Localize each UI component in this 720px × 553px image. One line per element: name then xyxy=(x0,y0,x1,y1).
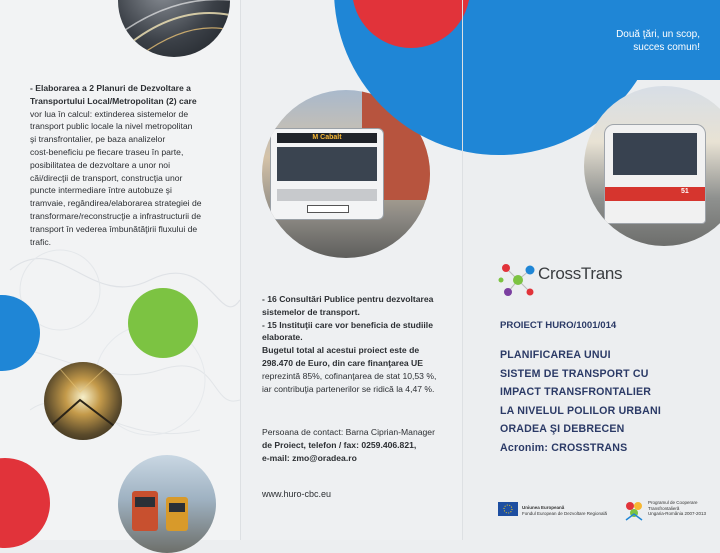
bus-plate xyxy=(307,205,349,213)
title-line: IMPACT TRANSFRONTALIER xyxy=(500,386,652,398)
tram-windshield xyxy=(613,133,697,175)
title-line: SISTEM DE TRANSPORT CU xyxy=(500,367,649,380)
paragraph-line: cost-beneficiu pe fiecare traseu în parte, xyxy=(30,146,184,157)
program-logo-line: Programul de Cooperare xyxy=(648,500,698,505)
development-plans-paragraph xyxy=(30,82,206,248)
program-logo-icon xyxy=(622,498,646,522)
crosstrans-logo-icon xyxy=(496,258,540,302)
highway-lights xyxy=(118,0,230,57)
eu-stars-icon xyxy=(498,502,518,516)
title-line: PLANIFICAREA UNUI xyxy=(500,349,611,361)
budget-line: iar contribuţia partenerilor se ridică la 4,47 %. xyxy=(262,383,435,394)
contact-line: Persoana de contact: Barna Ciprian-Manager xyxy=(262,427,435,437)
tram-window xyxy=(169,503,185,512)
trams-photo-circle xyxy=(118,455,216,553)
eu-logo-text xyxy=(522,505,612,516)
slogan-line: Două ţări, un scop, xyxy=(616,29,700,40)
title-line: LA NIVELUL POLILOR URBANI xyxy=(500,404,661,417)
paragraph-line: transformare/reconstrucţie a infrastructurii de xyxy=(30,210,201,221)
contact-line: e-mail: zmo@oradea.ro xyxy=(262,452,357,463)
left-panel xyxy=(0,0,240,540)
paragraph-line: posibilitatea de dezvoltare a unor noi xyxy=(30,159,170,170)
project-title xyxy=(500,346,716,457)
tram-red-stripe xyxy=(605,187,705,201)
slogan xyxy=(616,28,700,54)
title-line: ORADEA ŞI DEBRECEN xyxy=(500,423,625,435)
budget-line: 298.470 de Euro, din care finanţarea UE xyxy=(262,357,423,368)
program-logo-line: Transfrontalieră xyxy=(648,505,680,511)
bullet-line: - 15 Instituţii care vor beneficia de studiile xyxy=(262,319,433,330)
bullet-line: - 16 Consultări Publice pentru dezvoltarea xyxy=(262,294,434,304)
green-decor-circle xyxy=(128,288,198,358)
bus-body xyxy=(270,128,384,220)
highway-photo-circle xyxy=(118,0,230,57)
website-link[interactable]: www.huro-cbc.eu xyxy=(262,489,332,499)
paragraph-line: transport public locale la nivel metropolitan xyxy=(30,121,193,132)
contact-line: de Proiect, telefon / fax: 0259.406.821, xyxy=(262,439,417,450)
paragraph-line: Transportului Local/Metropolitan (2) care xyxy=(30,95,197,106)
eu-flag-icon xyxy=(498,502,518,516)
paragraph-line: - Elaborarea a 2 Planuri de Dezvoltare a xyxy=(30,83,191,93)
tunnel-photo-circle xyxy=(44,362,122,440)
contact-block xyxy=(262,426,458,464)
program-logo-line: Ungaria-România 2007-2013 xyxy=(648,511,707,516)
crosstrans-logo-text: CrossTrans xyxy=(538,264,623,283)
bus-windshield xyxy=(277,147,377,181)
slogan-line: succes comun! xyxy=(633,42,700,53)
paragraph-line: puncte intermediare între autobuze şi xyxy=(30,185,172,196)
project-code: PROIECT HURO/1001/014 xyxy=(500,320,617,331)
fold-line xyxy=(240,0,241,540)
consultations-block xyxy=(262,293,458,395)
paragraph-line: transport în vederea îmbunătăţirii fluxului de xyxy=(30,223,198,234)
fold-line xyxy=(462,0,463,540)
bus-front-panel xyxy=(277,189,377,201)
program-logo-text xyxy=(648,500,718,517)
tram-body xyxy=(604,124,706,224)
bullet-line: elaborate. xyxy=(262,332,303,343)
bus-destination-sign: M Cabalt xyxy=(277,133,377,143)
paragraph-line: tramvaie, regândirea/elaborarea strategiei de xyxy=(30,198,202,209)
tunnel-lines xyxy=(44,362,122,440)
title-line: Acronim: CROSSTRANS xyxy=(500,441,628,454)
paragraph-line: vor lua în calcul: extinderea sistemelor de xyxy=(30,108,189,119)
bullet-line: sistemelor de transport. xyxy=(262,306,360,317)
paragraph-line: şi transfrontalier, pe baza analizelor xyxy=(30,134,166,145)
eu-logo-line: Fondul European de Dezvoltare Regională xyxy=(522,510,608,516)
right-panel xyxy=(462,0,720,540)
eu-logo-line: Uniunea Europeană xyxy=(522,505,565,510)
budget-line: Bugetul total al acestui proiect este de xyxy=(262,345,420,356)
budget-line: reprezintă 85%, cofinanţarea de stat 10,53 %, xyxy=(262,370,437,381)
paragraph-line: trafic. xyxy=(30,236,52,247)
paragraph-line: căi/direcţii de transport, construcţia unor xyxy=(30,172,183,183)
tram-window xyxy=(135,497,155,507)
tram-number: 51 xyxy=(681,188,689,195)
